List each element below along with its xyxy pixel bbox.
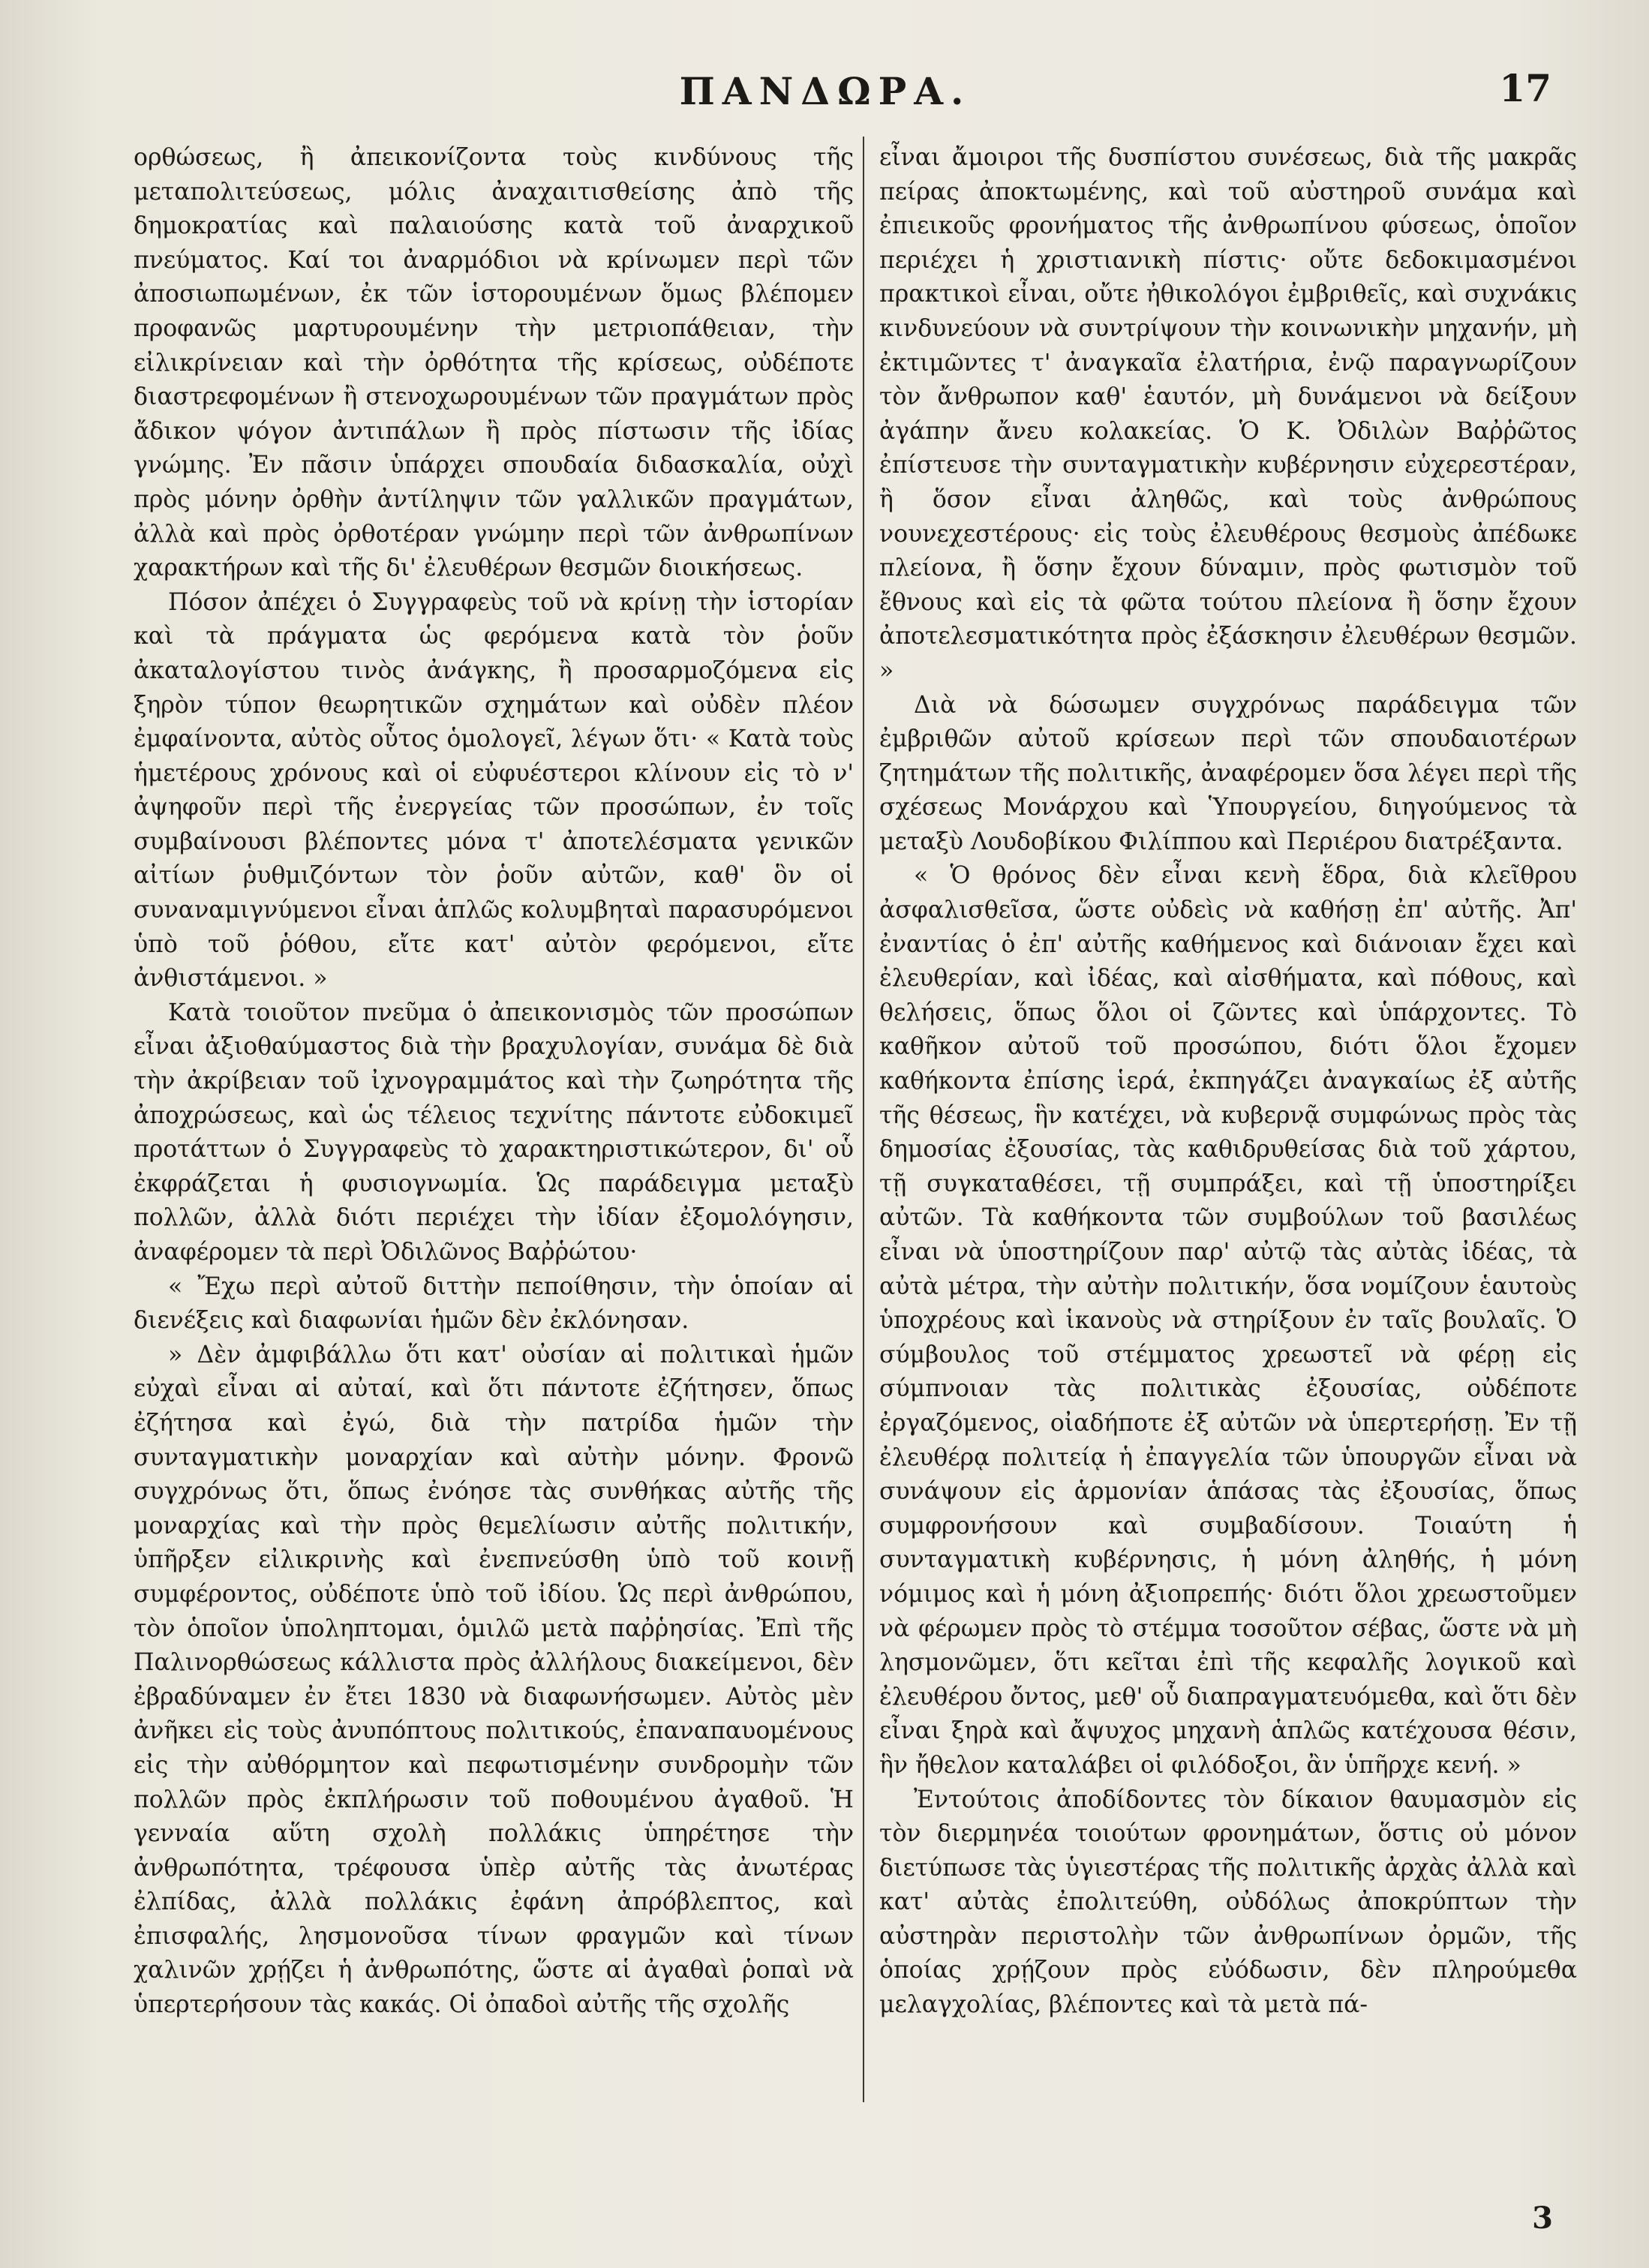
paragraph: » Δὲν ἀμφιβάλλω ὅτι κατ' οὐσίαν αἱ πολιτικαὶ ἡμῶν εὐχαὶ εἶναι αἱ αὐταί, καὶ ὅτι πάντοτε ἐζήτησεν, ὅπως ἐζήτησα καὶ ἐγώ, διὰ τὴν πατρίδα ἡμῶν τὴν συνταγματικὴν μοναρχίαν καὶ αὐτὴν μόνην. Φρονῶ συγχρόνως ὅτι, ὅπως ἐνόησε τὰς συνθήκας αὐτῆς τῆς μοναρχίας καὶ τὴν πρὸς θεμελίωσιν αὐτῆς πολιτικήν, ὑπῆρξεν εἰλικρινὴς καὶ ἐνεπνεύσθη ὑπὸ τοῦ κοινῇ συμφέροντος, οὐδέποτε ὑπὸ τοῦ ἰδίου. Ὡς περὶ ἀνθρώπου, τὸν ὁποῖον ὑποληπτομαι, ὁμιλῶ μετὰ παῤῥησίας. Ἐπὶ τῆς Παλινορθώσεως κάλλιστα πρὸς ἀλλήλους διακείμενοι, δὲν ἐβραδύναμεν ἐν ἔτει 1830 νὰ διαφωνήσωμεν. Αὐτὸς μὲν ἀνῆκει εἰς τοὺς ἀνυπόπτους πολιτικούς, ἐπαναπαυομένους εἰς τὴν αὐθόρμητον καὶ πεφωτισμένην συνδρομὴν τῶν πολλῶν πρὸς ἐκπλήρωσιν τοῦ ποθουμένου ἀγαθοῦ. Ἡ γενναία αὕτη σχολὴ πολλάκις ὑπηρέτησε τὴν ἀνθρωπότητα, τρέφουσα ὑπὲρ αὐτῆς τὰς ἀνωτέρας ἐλπίδας, ἀλλὰ πολλάκις ἐφάνη ἀπρόβλεπτος, καὶ ἐπισφαλής, λησμονοῦσα τίνων φραγμῶν καὶ τίνων χαλινῶν χρῄζει ἡ ἀνθρωπότης, ὥστε αἱ ἀγαθαὶ ῥοπαὶ νὰ ὑπερτερήσουν τὰς κακάς. Οἱ ὀπαδοὶ αὐτῆς τῆς σχολῆς [134, 1341, 854, 2019]
running-title: ΠΑΝΔΩΡΑ. [679, 69, 972, 113]
paragraph: Κατὰ τοιοῦτον πνεῦμα ὁ ἀπεικονισμὸς τῶν προσώπων εἶναι ἀξιοθαύμαστος διὰ τὴν βραχυλογίαν, συνάμα δὲ διὰ τὴν ἀκρίβειαν τοῦ ἰχνογραμμάτος καὶ τὴν ζωηρότητα τῆς ἀποχρώσεως, καὶ ὡς τέλειος τεχνίτης πάντοτε εὐδοκιμεῖ προτάττων ὁ Συγγραφεὺς τὸ χαρακτηριστικώτερον, δι' οὗ ἐκφράζεται ἡ φυσιογνωμία. Ὡς παράδειγμα μεταξὺ πολλῶν, ἀλλὰ διότι περιέχει τὴν ἰδίαν ἐξομολόγησιν, ἀναφέρομεν τὰ περὶ Ὀδιλῶνος Βαῤῥώτου· [134, 999, 854, 1266]
left-column [134, 141, 854, 2023]
paragraph: Πόσον ἀπέχει ὁ Συγγραφεὺς τοῦ νὰ κρίνῃ τὴν ἱστορίαν καὶ τὰ πράγματα ὡς φερόμενα κατὰ τὸν ῥοῦν ἀκαταλογίστου τινὸς ἀνάγκης, ἢ προσαρμοζόμενα εἰς ξηρὸν τύπον θεωρητικῶν σχημάτων καὶ οὐδὲν πλέον ἐμφαίνοντα, αὐτὸς οὗτος ὁμολογεῖ, λέγων ὅτι· « Κατὰ τοὺς ἡμετέρους χρόνους καὶ οἱ εὐφυέστεροι κλίνουν εἰς τὸ ν' ἀψηφοῦν περὶ τῆς ἐνεργείας τῶν προσώπων, ἐν τοῖς συμβαίνουσι βλέποντες μόνα τ' ἀποτελέσματα γενικῶν αἰτίων ῥυθμιζόντων τὸν ῥοῦν αὐτῶν, καθ' ὃν οἱ συναναμιγνύμενοι εἶναι ἁπλῶς κολυμβηταὶ παρασυρόμενοι ὑπὸ τοῦ ῥόθου, εἴτε κατ' αὐτὸν φερόμενοι, εἴτε ἀνθιστάμενοι. » [134, 588, 854, 993]
paragraph: εἶναι ἄμοιροι τῆς δυσπίστου συνέσεως, διὰ τῆς μακρᾶς πείρας ἀποκτωμένης, καὶ τοῦ αὐστηροῦ συνάμα καὶ ἐπιεικοῦς φρονήματος τῆς ἀνθρωπίνου φύσεως, ὁποῖον περιέχει ἡ χριστιανικὴ πίστις· οὔτε δεδοκιμασμένοι πρακτικοὶ εἶναι, οὔτε ἠθικολόγοι ἐμβριθεῖς, καὶ συχνάκις κινδυνεύουν νὰ συντρίψουν τὴν κοινωνικὴν μηχανήν, μὴ ἐκτιμῶντες τ' ἀναγκαῖα ἐλατήρια, ἐνῷ παραγνωρίζουν τὸν ἄνθρωπον καθ' ἑαυτόν, μὴ δυνάμενοι νὰ δείξουν ἀγάπην ἄνευ κολακείας. Ὁ Κ. Ὀδιλὼν Βαῤῥῶτος ἐπίστευσε τὴν συνταγματικὴν κυβέρνησιν εὐχερεστέραν, ἢ ὅσον εἶναι ἀληθῶς, καὶ τοὺς ἀνθρώπους νουνεχεστέρους· εἰς τοὺς ἐλευθέρους θεσμοὺς ἀπέδωκε πλείονα, ἢ ὅσην ἔχουν δύναμιν, πρὸς φωτισμὸν τοῦ ἔθνους καὶ εἰς τὰ φῶτα τούτου πλείονα ἢ ὅσην ἔχουν ἀποτελεσματικότητα πρὸς ἐξάσκησιν ἐλευθέρων θεσμῶν. » [879, 144, 1577, 684]
paragraph: « Ἔχω περὶ αὐτοῦ διττὴν πεποίθησιν, τὴν ὁποίαν αἱ διενέξεις καὶ διαφωνίαι ἡμῶν δὲν ἐκλόνησαν. [134, 1272, 854, 1335]
paragraph: Ἐντούτοις ἀποδίδοντες τὸν δίκαιον θαυμασμὸν εἰς τὸν διερμηνέα τοιούτων φρονημάτων, ὅστις οὐ μόνον διετύπωσε τὰς ὑγιεστέρας τῆς πολιτικῆς ἀρχὰς ἀλλὰ καὶ κατ' αὐτὰς ἐπολιτεύθη, οὐδόλως ἀποκρύπτων τὴν αὐστηρὰν περιστολὴν τῶν ἀνθρωπίνων ὀρμῶν, τῆς ὁποίας χρῄζουν πρὸς εὐόδωσιν, δὲν πληρούμεθα μελαγχολίας, βλέποντες καὶ τὰ μετὰ πά- [879, 1786, 1577, 2019]
column-divider [863, 137, 864, 2102]
right-column [879, 141, 1577, 2023]
signature-mark: 3 [1532, 2200, 1553, 2236]
paragraph: ορθώσεως, ἢ ἀπεικονίζοντα τοὺς κινδύνους τῆς μεταπολιτεύσεως, μόλις ἀναχαιτισθείσης ἀπὸ τῆς δημοκρατίας καὶ παλαιούσης κατὰ τοῦ ἀναρχικοῦ πνεύματος. Καί τοι ἀναρμόδιοι νὰ κρίνωμεν περὶ τῶν ἀποσιωπωμένων, ἐκ τῶν ἱστορουμένων ὅμως βλέπομεν προφανῶς μαρτυρουμένην τὴν μετριοπάθειαν, τὴν εἰλικρίνειαν καὶ τὴν ὀρθότητα τῆς κρίσεως, οὐδέποτε διαστρεφομένων ἢ στενοχωρουμένων τῶν πραγμάτων πρὸς ἄδικον ψόγον ἀντιπάλων ἢ πρὸς πίστωσιν τῆς ἰδίας γνώμης. Ἐν πᾶσιν ὑπάρχει σπουδαία διδασκαλία, οὐχὶ πρὸς μόνην ὀρθὴν ἀντίληψιν τῶν γαλλικῶν πραγμάτων, ἀλλὰ καὶ πρὸς ὀρθοτέραν γνώμην περὶ τῶν ἀνθρωπίνων χαρακτήρων καὶ τῆς δι' ἐλευθέρων θεσμῶν διοικήσεως. [134, 144, 854, 582]
paragraph: « Ὁ θρόνος δὲν εἶναι κενὴ ἕδρα, διὰ κλεῖθρου ἀσφαλισθεῖσα, ὥστε οὐδεὶς νὰ καθήσῃ ἐπ' αὐτῆς. Ἀπ' ἐναντίας ὁ ἐπ' αὐτῆς καθήμενος καὶ διάνοιαν ἔχει καὶ ἐλευθερίαν, καὶ ἰδέας, καὶ αἰσθήματα, καὶ πόθους, καὶ θελήσεις, ὅπως ὅλοι οἱ ζῶντες καὶ ὑπάρχοντες. Τὸ καθῆκον αὐτοῦ τοῦ προσώπου, διότι ὅλοι ἔχομεν καθήκοντα ἐπίσης ἱερά, ἐκπηγάζει ἀναγκαίως ἐξ αὐτῆς τῆς θέσεως, ἣν κατέχει, νὰ κυβερνᾷ συμφώνως πρὸς τὰς δημοσίας ἐξουσίας, τὰς καθιδρυθείσας διὰ τοῦ χάρτου, τῇ συγκαταθέσει, τῇ συμπράξει, καὶ τῇ ὑποστηρίξει αὐτῶν. Τὰ καθήκοντα τῶν συμβούλων τοῦ βασιλέως εἶναι νὰ ὑποστηρίζουν παρ' αὐτῷ τὰς αὐτὰς ἰδέας, τὰ αὐτὰ μέτρα, τὴν αὐτὴν πολιτικήν, ὅσα νομίζουν ἑαυτοὺς ὑποχρέους καὶ ἱκανοὺς νὰ στηρίξουν ἐν ταῖς βουλαῖς. Ὁ σύμβουλος τοῦ στέμματος χρεωστεῖ νὰ φέρῃ εἰς σύμπνοιαν τὰς πολιτικὰς ἐξουσίας, οὐδέποτε ἐργαζόμενος, οἰαδήποτε ἐξ αὐτῶν νὰ ὑπερτερήσῃ. Ἐν τῇ ἐλευθέρᾳ πολιτείᾳ ἡ ἐπαγγελία τῶν ὑπουργῶν εἶναι νὰ συνάψουν εἰς ἁρμονίαν ἁπάσας τὰς ἐξουσίας, ὅπως συμφρονήσουν καὶ συμβαδίσουν. Τοιαύτη ἡ συνταγματικὴ κυβέρνησις, ἡ μόνη ἀληθής, ἡ μόνη νόμιμος καὶ ἡ μόνη ἀξιοπρεπής· διότι ὅλοι χρεωστοῦμεν νὰ φέρωμεν πρὸς τὸ στέμμα τοσοῦτον σέβας, ὥστε νὰ μὴ λησμονῶμεν, ὅτι κεῖται ἐπὶ τῆς κεφαλῆς λογικοῦ καὶ ἐλευθέρου ὄντος, μεθ' οὗ διαπραγματευόμεθα, καὶ ὅτι δὲν εἶναι ξηρὰ καὶ ἄψυχος μηχανὴ ἁπλῶς κατέχουσα θέσιν, ἣν ἤθελον καταλάβει οἱ φιλόδοξοι, ἂν ὑπῆρχε κενή. » [879, 862, 1577, 1779]
page-header [0, 66, 1649, 129]
page-number: 17 [1499, 66, 1551, 110]
paragraph: Διὰ νὰ δώσωμεν συγχρόνως παράδειγμα τῶν ἐμβριθῶν αὐτοῦ κρίσεων περὶ τῶν σπουδαιοτέρων ζητημάτων τῆς πολιτικῆς, ἀναφέρομεν ὅσα λέγει περὶ τῆς σχέσεως Μονάρχου καὶ Ὑπουργείου, διηγούμενος τὰ μεταξὺ Λουδοβίκου Φιλίππου καὶ Περιέρου διατρέξαντα. [879, 691, 1577, 855]
